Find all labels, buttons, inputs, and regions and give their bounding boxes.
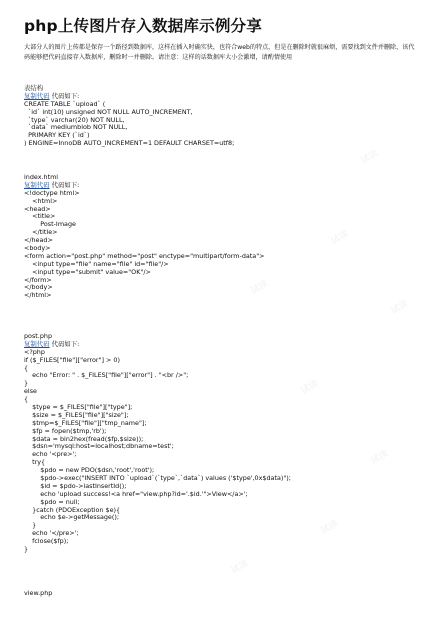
code-line: else — [24, 387, 37, 396]
code-line: if ($_FILES["file"]["error"] > 0) — [24, 355, 120, 364]
watermark: 试读 — [369, 448, 391, 467]
code-line: } — [24, 379, 29, 388]
code-line: <?php — [24, 347, 45, 356]
code-line: <input type="file" name="file" id="file"/> — [24, 259, 169, 268]
code-line: <!doctype html> — [24, 188, 80, 197]
code-line: </body> — [24, 283, 53, 292]
page-title: php上传图片存入数据库示例分享 — [24, 17, 262, 35]
code-line: $id = $pdo->lastInsertId(); — [24, 481, 127, 490]
code-line: <head> — [24, 204, 51, 213]
section-heading: post.php — [24, 332, 52, 340]
code-line: { — [24, 363, 29, 372]
code-line: $pdo = null; — [24, 497, 80, 506]
code-line: }catch (PDOException $e){ — [24, 505, 121, 514]
code-line: </html> — [24, 291, 52, 300]
section-table-structure — [24, 85, 234, 148]
code-line: </head> — [24, 236, 53, 245]
intro-paragraph: 大部分人的图片上传都是保存一个路径到数据库，这样在插入时确实快，也符合web的特点，但是在删除时就很麻烦，需要找到文件并删除，该代码能够把代码直接存入数据库，删除时一并删除。请注意：这样的话数据库大小会激增，请酌情使用 — [24, 44, 415, 62]
code-line: $dsn='mysql:host=localhost;dbname=test'; — [24, 442, 174, 451]
code-line: <form action="post.php" method="post" enctype="multipart/form-data"> — [24, 251, 265, 260]
code-line: `data` mediumblob NOT NULL, — [24, 123, 128, 132]
watermark: 试读 — [329, 228, 351, 247]
code-line: PRIMARY KEY (`id`) — [24, 131, 90, 140]
watermark: 试读 — [359, 148, 381, 167]
copy-code-link[interactable]: 复制代码 — [24, 339, 50, 348]
code-line: $fp = fopen($tmp,'rb'); — [24, 426, 107, 435]
code-line: ) ENGINE=InnoDB AUTO_INCREMENT=1 DEFAULT CHARSET=utf8; — [24, 139, 235, 148]
code-line: `id` int(10) unsigned NOT NULL AUTO_INCREMENT, — [24, 107, 193, 116]
code-line: $pdo->exec("INSERT INTO `upload`(`type`,`data`) values ('$type',0x$data)"); — [24, 474, 291, 483]
code-line: CREATE TABLE `upload` ( — [24, 99, 106, 108]
code-line: $type = $_FILES["file"]["type"]; — [24, 403, 133, 412]
code-line: <html> — [24, 196, 58, 205]
code-line: } — [24, 545, 29, 554]
code-line: $pdo = new PDO($dsn,'root','root'); — [24, 466, 155, 475]
code-line: echo "Error: " . $_FILES["file"]["error"] . "<br />"; — [24, 371, 189, 380]
code-line: Post-Image — [24, 220, 76, 229]
code-line: try{ — [24, 458, 46, 467]
code-line: } — [24, 521, 37, 530]
section-index-html — [24, 174, 265, 300]
watermark: 试读 — [229, 558, 251, 577]
watermark: 试读 — [319, 518, 341, 537]
section-heading: 表结构 — [24, 84, 44, 92]
code-line: echo '</pre>'; — [24, 529, 79, 538]
code-line: echo $e->getMessage(); — [24, 513, 119, 522]
code-line: echo 'upload success!<a href="view.php?id='.$id.'">View</a>'; — [24, 489, 248, 498]
section-heading: index.html — [24, 173, 59, 181]
code-line: $data = bin2hex(fread($fp,$size)); — [24, 434, 144, 443]
code-line: </form> — [24, 275, 52, 284]
copy-code-suffix: 代码如下: — [49, 180, 80, 189]
code-line: $tmp=$_FILES["file"]["tmp_name"]; — [24, 418, 147, 427]
copy-code-link[interactable]: 复制代码 — [24, 180, 50, 189]
section-post-php — [24, 333, 291, 554]
watermark: 试读 — [389, 298, 411, 317]
code-line: `type` varchar(20) NOT NULL, — [24, 115, 125, 124]
code-line: <title> — [24, 212, 56, 221]
copy-code-suffix: 代码如下: — [49, 339, 80, 348]
section-heading: view.php — [24, 589, 53, 597]
watermark: 试读 — [299, 378, 321, 397]
code-line: <input type="submit" value="OK"/> — [24, 267, 151, 276]
section-view-php — [24, 590, 52, 598]
code-line: echo '<pre>'; — [24, 450, 77, 459]
watermark: 试读 — [249, 278, 271, 297]
copy-code-line — [24, 341, 291, 349]
code-line: </title> — [24, 228, 58, 237]
copy-code-link[interactable]: 复制代码 — [24, 91, 50, 100]
copy-code-suffix: 代码如下: — [49, 91, 80, 100]
code-line: $size = $_FILES["file"]["size"]; — [24, 410, 129, 419]
code-line: fclose($fp); — [24, 537, 69, 546]
code-line: <body> — [24, 244, 51, 253]
code-line: { — [24, 395, 29, 404]
